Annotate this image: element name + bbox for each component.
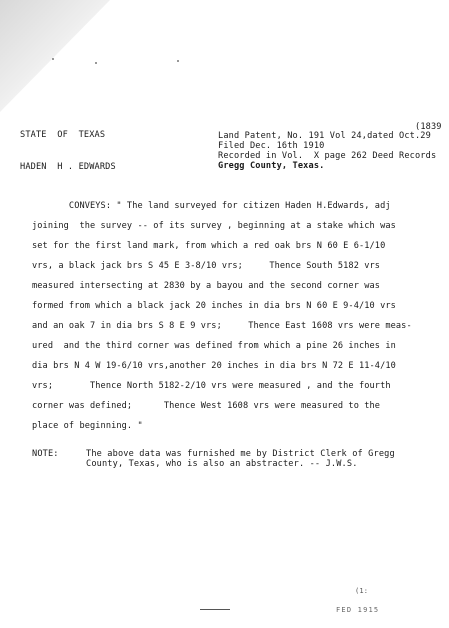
body-line: joining the survey -- of its survey , beginning at a stake which was [32, 221, 396, 231]
filed-line: Filed Dec. 16th 1910 [218, 141, 325, 151]
body-line: set for the first land mark, from which a red oak brs N 60 E 6-1/10 [32, 241, 386, 251]
scan-speck [52, 58, 54, 60]
note-line: The above data was furnished me by District Clerk of Gregg [86, 449, 395, 459]
party-name: HADEN H . EDWARDS [20, 162, 116, 172]
note-label: NOTE: [32, 449, 59, 459]
body-line: measured intersecting at 2830 by a bayou and the second corner was [32, 281, 381, 291]
received-stamp: FED 1915 [336, 606, 380, 614]
footer-rule [200, 609, 230, 610]
corner-number: (1839 [415, 122, 442, 132]
footer-mark: (1: [355, 587, 369, 595]
body-line: and an oak 7 in dia brs S 8 E 9 vrs; Thence East 1608 vrs were meas- [32, 321, 412, 331]
recorded-line: Recorded in Vol. X page 262 Deed Records [218, 151, 437, 161]
body-line: vrs, a black jack brs S 45 E 3-8/10 vrs; Thence South 5182 vrs [32, 261, 381, 271]
body-line: dia brs N 4 W 19-6/10 vrs,another 20 inches in dia brs N 72 E 11-4/10 [32, 361, 396, 371]
body-line: formed from which a black jack 20 inches in dia brs N 60 E 9-4/10 vrs [32, 301, 396, 311]
body-line: place of beginning. " [32, 421, 143, 431]
folded-corner-shadow [0, 0, 110, 112]
patent-line: Land Patent, No. 191 Vol 24,dated Oct.29 [218, 131, 431, 141]
note-line: County, Texas, who is also an abstracter. -- J.W.S. [86, 459, 358, 469]
scan-speck [95, 62, 97, 64]
body-line: CONVEYS: " The land surveyed for citizen Haden H.Edwards, adj [32, 201, 391, 211]
body-line: vrs; Thence North 5182-2/10 vrs were measured , and the fourth [32, 381, 391, 391]
county-line: Gregg County, Texas. [218, 161, 325, 171]
scan-speck [177, 60, 179, 62]
state-heading: STATE OF TEXAS [20, 130, 106, 140]
body-line: corner was defined; Thence West 1608 vrs were measured to the [32, 401, 381, 411]
body-line: ured and the third corner was defined from which a pine 26 inches in [32, 341, 396, 351]
